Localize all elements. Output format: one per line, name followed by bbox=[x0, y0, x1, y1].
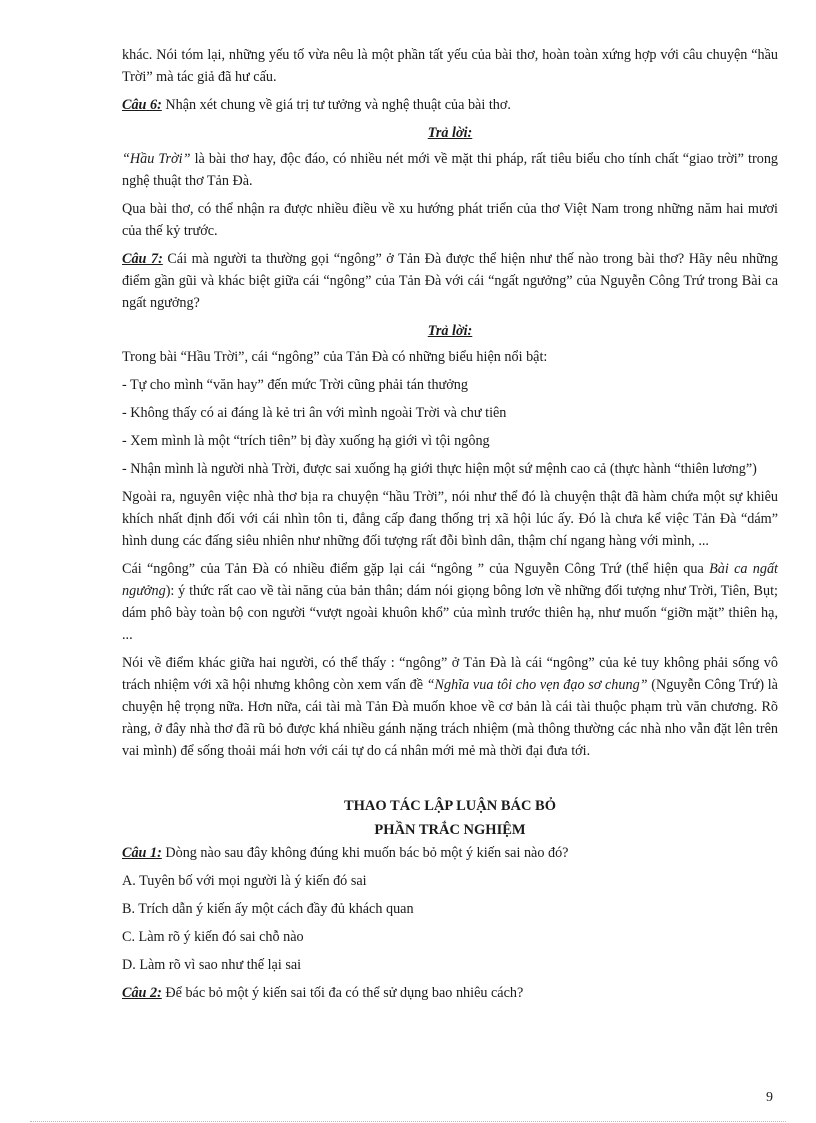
option-d: D. Làm rõ vì sao như thế lại sai bbox=[122, 957, 302, 973]
answer-7-intro: Trong bài “Hầu Trời”, cái “ngông” của Tản Đà có những biểu hiện nổi bật: bbox=[122, 349, 548, 365]
document-body bbox=[122, 44, 778, 1010]
difference-text-b: (Nguyễn Công Trứ) là chuyện hệ trọng nữa. Hơn nữa, cái tài mà Tản Đà muốn khoe về cơ bản là cái tài thuộc phạm trù văn chương. Rõ ràng, ở đây nhà thơ đã rũ bỏ được khá nhiều gánh nặng trách nhiệm (mà thông thường các nhà nho vẫn đặt lên trên vai mình) để sống thoải mái hơn với cái tự do cá nhân mới mẻ mà thời đại đưa tới. bbox=[122, 677, 778, 759]
mc-question-2 bbox=[122, 982, 778, 1004]
section-title: THAO TÁC LẬP LUẬN BÁC BỎ bbox=[343, 798, 557, 814]
answer-6-paragraph-2: Qua bài thơ, có thể nhận ra được nhiều điều về xu hướng phát triển của thơ Việt Nam trong những năm hai mươi của thế kỷ trước. bbox=[122, 201, 778, 239]
mc-question-1-text: Dòng nào sau đây không đúng khi muốn bác bỏ một ý kiến sai nào đó? bbox=[161, 845, 569, 861]
mc-question-1-label: Câu 1: bbox=[122, 845, 162, 861]
section-subtitle: PHẦN TRẮC NGHIỆM bbox=[374, 822, 526, 838]
poem-title: “Hầu Trời” bbox=[122, 151, 191, 167]
answer-7-item: - Tự cho mình “văn hay” đến mức Trời cũng phải tán thưởng bbox=[122, 377, 468, 393]
page-number: 9 bbox=[766, 1090, 773, 1105]
answer-7-paragraph-difference bbox=[122, 652, 778, 762]
similar-text-b: ): ý thức rất cao về tài năng của bản thân; dám nói giọng bông lơn về những đối tượng như Trời, Tiên, Bụt; dám phô bày toàn bộ con người “vượt ngoài khuôn khổ” của mình trước thiên hạ, như muốn “giỡn mặt” thiên hạ, ... bbox=[122, 583, 778, 643]
question-7-label: Câu 7: bbox=[122, 251, 163, 267]
answer-7-paragraph-besides: Ngoài ra, nguyên việc nhà thơ bịa ra chuyện “hầu Trời”, nói như thể đó là chuyện thật đã hàm chứa một sự khiêu khích nhất định đối với cái nhìn tôn ti, đẳng cấp đang thống trị xã hội lúc ấy. Đó là chưa kể việc Tản Đà “dám” hình dung các đấng siêu nhiên như những đối tượng rất đỗi bình dân, thậm chí ngang hàng với mình, ... bbox=[122, 489, 778, 549]
difference-text-a: Nói về điểm khác giữa hai người, có thể thấy : “ngông” ở Tản Đà là cái “ngông” của kẻ tuy không phải sống vô trách nhiệm với xã hội nhưng không còn xem vấn đề bbox=[122, 655, 778, 693]
answer-7-paragraph-similar bbox=[122, 558, 778, 646]
similar-text-a: Cái “ngông” của Tản Đà có nhiều điểm gặp lại cái “ngông ” của Nguyễn Công Trứ (thể hiện qua bbox=[122, 561, 710, 577]
option-b: B. Trích dẫn ý kiến ấy một cách đầy đủ khách quan bbox=[122, 901, 414, 917]
answer-heading-6: Trả lời: bbox=[427, 125, 473, 141]
answer-7-item: - Xem mình là một “trích tiên” bị đày xuống hạ giới vì tội ngông bbox=[122, 433, 490, 449]
paragraph-intro: khác. Nói tóm lại, những yếu tố vừa nêu là một phần tất yếu của bài thơ, hoàn toàn xứng hợp với câu chuyện “hầu Trời” mà tác giả đã hư cấu. bbox=[122, 47, 778, 85]
answer-6-paragraph-1-text: là bài thơ hay, độc đáo, có nhiều nét mới về mặt thi pháp, rất tiêu biểu cho tính chất “giao trời” trong nghệ thuật thơ Tản Đà. bbox=[122, 151, 779, 189]
question-6-text: Nhận xét chung về giá trị tư tưởng và nghệ thuật của bài thơ. bbox=[161, 97, 511, 113]
footer-divider bbox=[30, 1121, 786, 1122]
option-a: A. Tuyên bố với mọi người là ý kiến đó sai bbox=[122, 873, 367, 889]
answer-heading-7: Trả lời: bbox=[427, 323, 473, 339]
question-7 bbox=[122, 248, 778, 314]
difference-quote: “Nghĩa vua tôi cho vẹn đạo sơ chung” bbox=[426, 677, 648, 693]
mc-question-1 bbox=[122, 842, 778, 864]
option-c: C. Làm rõ ý kiến đó sai chỗ nào bbox=[122, 929, 304, 945]
question-7-text: Cái mà người ta thường gọi “ngông” ở Tản Đà được thể hiện như thế nào trong bài thơ? Hãy nêu những điểm gần gũi và khác biệt giữa cái “ngông” của Tản Đà với cái “ngất ngưởng” của Nguyễn Công Trứ trong Bài ca ngất ngưởng? bbox=[122, 251, 779, 311]
question-6 bbox=[122, 94, 778, 116]
answer-7-item: - Không thấy có ai đáng là kẻ tri ân với mình ngoài Trời và chư tiên bbox=[122, 405, 507, 421]
question-6-label: Câu 6: bbox=[122, 97, 162, 113]
mc-question-2-label: Câu 2: bbox=[122, 985, 162, 1001]
answer-7-item: - Nhận mình là người nhà Trời, được sai xuống hạ giới thực hiện một sứ mệnh cao cả (thực hành “thiên lương”) bbox=[122, 461, 757, 477]
mc-question-2-text: Để bác bỏ một ý kiến sai tối đa có thể sử dụng bao nhiêu cách? bbox=[161, 985, 524, 1001]
work-title: Bài ca ngất ngưởng bbox=[122, 561, 778, 599]
answer-6-paragraph-1 bbox=[122, 148, 778, 192]
